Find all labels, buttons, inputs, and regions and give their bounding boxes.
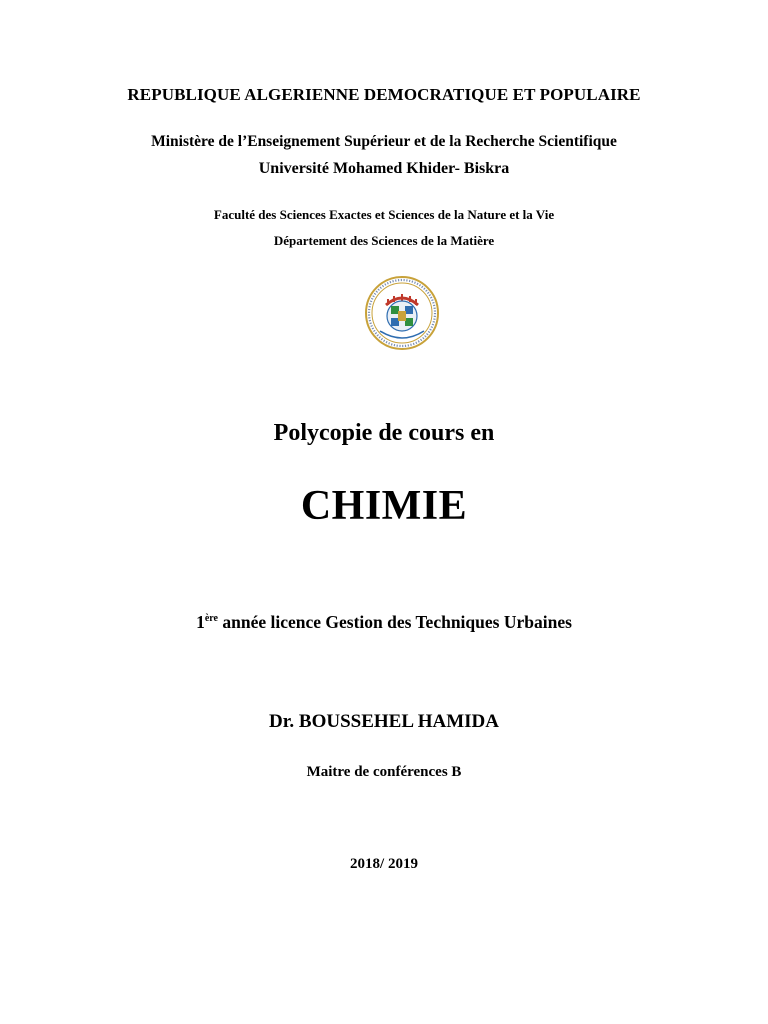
author-name: Dr. BOUSSEHEL HAMIDA <box>269 711 499 732</box>
department-heading: Département des Sciences de la Matière <box>273 233 495 248</box>
university-heading: Université Mohamed Khider- Biskra <box>258 160 510 177</box>
level-ordinal-superscript: ère <box>204 613 218 625</box>
course-subject-title: CHIMIE <box>300 483 468 529</box>
republic-heading: REPUBLIQUE ALGERIENNE DEMOCRATIQUE ET POPULAIRE <box>127 85 641 104</box>
university-seal-icon <box>364 275 440 351</box>
author-rank: Maitre de conférences B <box>306 764 462 780</box>
course-title-prefix: Polycopie de cours en <box>273 420 495 446</box>
ministry-heading: Ministère de l’Enseignement Supérieur et de la Recherche Scientifique <box>151 133 617 150</box>
academic-year: 2018/ 2019 <box>350 856 418 872</box>
level-text: année licence Gestion des Techniques Urbaines <box>217 612 572 632</box>
course-level <box>0 612 768 633</box>
faculty-heading: Faculté des Sciences Exactes et Sciences de la Nature et la Vie <box>213 207 555 222</box>
level-ordinal: 1 <box>196 612 205 632</box>
